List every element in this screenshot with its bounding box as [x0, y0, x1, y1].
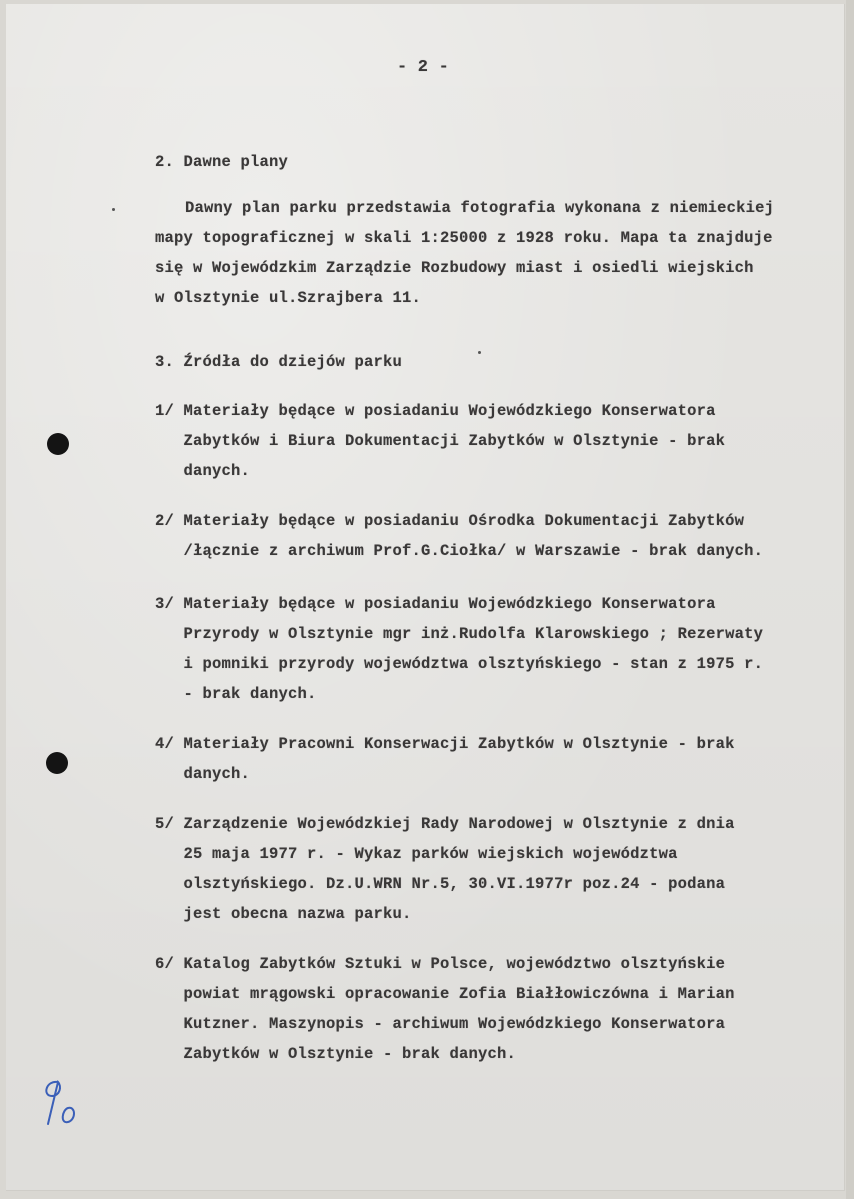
page-edge-shadow — [846, 0, 854, 1199]
paper-speck — [478, 351, 481, 354]
source-item-line: powiat mrągowski opracowanie Zofia Białłowiczówna i Marian — [155, 985, 735, 1003]
page-number: - 2 - — [397, 58, 450, 77]
section-heading-sources: 3. Źródła do dziejów parku — [155, 353, 403, 371]
source-item-line: jest obecna nazwa parku. — [155, 905, 412, 923]
source-item-line: i pomniki przyrody województwa olsztyńskiego - stan z 1975 r. — [155, 655, 764, 673]
source-item-line: danych. — [155, 765, 251, 783]
handwritten-page-mark — [36, 1072, 88, 1132]
source-item-line: 3/ Materiały będące w posiadaniu Wojewódzkiego Konserwatora — [155, 595, 716, 613]
source-item-line: 2/ Materiały będące w posiadaniu Ośrodka Dokumentacji Zabytków — [155, 512, 745, 530]
punch-hole-top — [47, 433, 69, 455]
source-item-line: danych. — [155, 462, 251, 480]
source-item-line: - brak danych. — [155, 685, 317, 703]
source-item-line: 25 maja 1977 r. - Wykaz parków wiejskich województwa — [155, 845, 678, 863]
source-item-line: 6/ Katalog Zabytków Sztuki w Polsce, województwo olsztyńskie — [155, 955, 726, 973]
plans-paragraph-line: mapy topograficznej w skali 1:25000 z 1928 roku. Mapa ta znajduje — [155, 229, 773, 247]
source-item-line: olsztyńskiego. Dz.U.WRN Nr.5, 30.VI.1977r poz.24 - podana — [155, 875, 726, 893]
paper-speck — [112, 208, 115, 211]
source-item-line: /łącznie z archiwum Prof.G.Ciołka/ w Warszawie - brak danych. — [155, 542, 764, 560]
source-item-line: 1/ Materiały będące w posiadaniu Wojewódzkiego Konserwatora — [155, 402, 716, 420]
source-item-line: 4/ Materiały Pracowni Konserwacji Zabytków w Olsztynie - brak — [155, 735, 735, 753]
source-item-line: Kutzner. Maszynopis - archiwum Wojewódzkiego Konserwatora — [155, 1015, 726, 1033]
section-heading-plans: 2. Dawne plany — [155, 153, 289, 171]
source-item-line: 5/ Zarządzenie Wojewódzkiej Rady Narodowej w Olsztynie z dnia — [155, 815, 735, 833]
plans-paragraph-line: się w Wojewódzkim Zarządzie Rozbudowy miast i osiedli wiejskich — [155, 259, 754, 277]
source-item-line: Zabytków w Olsztynie - brak danych. — [155, 1045, 517, 1063]
source-item-line: Zabytków i Biura Dokumentacji Zabytków w Olsztynie - brak — [155, 432, 726, 450]
source-item-line: Przyrody w Olsztynie mgr inż.Rudolfa Klarowskiego ; Rezerwaty — [155, 625, 764, 643]
plans-paragraph-line: w Olsztynie ul.Szrajbera 11. — [155, 289, 422, 307]
punch-hole-bottom — [46, 752, 68, 774]
plans-paragraph-line: Dawny plan parku przedstawia fotografia wykonana z niemieckiej — [185, 199, 775, 217]
